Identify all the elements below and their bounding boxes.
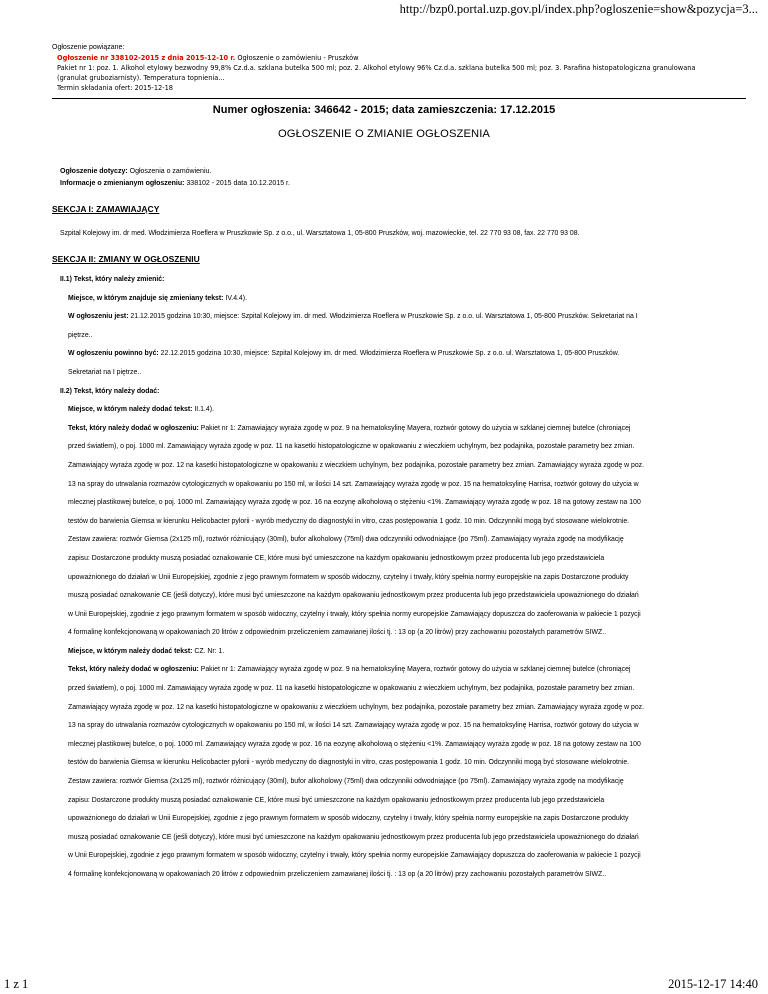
- print-url: http://bzp0.portal.uzp.gov.pl/index.php?ogloszenie=show&pozycja=3...: [399, 2, 758, 16]
- text-to-add-heading: II.2) Tekst, który należy dodać:: [60, 387, 160, 395]
- added-text-line: Zamawiający wyraża zgodę w poz. 12 na kasetki histopatologiczne w opakowaniu z wieczkiem uchylnym, bez podajnika, pozostałe parametry bez zmian. Zamawiający wyraża zgodę w poz.: [68, 461, 645, 469]
- related-notice: [52, 43, 742, 93]
- new-text-line-2: Sekretariat na I piętrze..: [68, 368, 142, 376]
- changed-notice-info: [60, 180, 290, 187]
- related-deadline: Termin składania ofert: 2015-12-18: [57, 84, 173, 92]
- concerns-label: Ogłoszenie dotyczy:: [60, 168, 128, 175]
- related-notice-link[interactable]: Ogłoszenie nr 338102-2015 z dnia 2015-12-10 r.: [57, 54, 236, 62]
- added-text-line: mlecznej plastikowej butelce, o poj. 1000 ml. Zamawiający wyraża zgodę w poz. 16 na eozynę alkoholową o stężeniu <1%. Zamawiający wyraża zgodę w poz. 18 na gotowy zestaw na 100: [68, 499, 641, 507]
- divider: [52, 98, 746, 99]
- added-text-line: testów do barwienia Giemsa w kierunku Helicobacter pylorii - wyrób medyczny do diagnostyki in vitro, czas postępowania 1 godz. 10 min. Odczynniki mogą być stosowane wielokrotnie.: [68, 517, 630, 525]
- changes-body: [60, 271, 744, 885]
- added-text-line: upoważnionego do działań w Unii Europejskiej, zgodnie z jego prawnym formatem w sposób widoczny, czytelny i trwały, który spełnia normy europejskie na zapis Dostarczone produkty: [68, 573, 629, 581]
- added-text-line: zapisu: Dostarczone produkty muszą posiadać oznakowanie CE, które musi być umieszczone na każdym opakowaniu jednostkowym przez producenta lub jego przedstawiciela: [68, 554, 605, 562]
- new-text-line: W ogłoszeniu powinno być: 22.12.2015 godzina 10:30, miejsce: Szpital Kolejowy im. dr med. Włodzimierza Roeflera w Pruszkowie Sp. z o.o. ul. Warsztatowa 1, 05-800 Pruszków.: [68, 350, 620, 358]
- added-text-line: 4 formalinę konfekcjonowaną w opakowaniach 20 litrów z odpowiednim przeliczeniem zamawianej ilości tj. : 13 op (a 20 litrów) przy zachowaniu pozostałych parametrów SIWZ..: [68, 871, 607, 878]
- added-text-line: w Unii Europejskiej, zgodnie z jego prawnym formatem w sposób widoczny, czytelny i trwały, który spełnia normy europejskie Zamawiający dopuszcza do zaoferowania w pakiecie 1 pozycji: [68, 610, 641, 618]
- current-text-line: W ogłoszeniu jest: 21.12.2015 godzina 10:30, miejsce: Szpital Kolejowy im. dr med. Włodzimierza Roeflera w Pruszkowie Sp. z o.o. ul. Warsztatowa 1, 05-800 Pruszków. Sekretariat na I: [68, 313, 638, 321]
- related-heading: Ogłoszenie powiązane:: [52, 44, 125, 51]
- section-2-header: SEKCJA II: ZMIANY W OGŁOSZENIU: [52, 254, 200, 264]
- added-text-line: zapisu: Dostarczone produkty muszą posiadać oznakowanie CE, które musi być umieszczone na każdym opakowaniu jednostkowym przez producenta lub jego przedstawiciela: [68, 796, 605, 804]
- added-text-first-line: Tekst, który należy dodać w ogłoszeniu: Pakiet nr 1: Zamawiający wyraża zgodę w poz. 9 na hematoksylinę Mayera, roztwór gotowy do użycia w szklanej ciemnej butelce (chroniącej: [68, 424, 631, 432]
- related-desc-line-1: Pakiet nr 1: poz. 1. Alkohol etylowy bezwodny 99,8% Cz.d.a. szklana butelka 500 ml; poz. 2. Alkohol etylowy 96% Cz.d.a. szklana butelka 500 ml; poz. 3. Parafina histopatologiczna granulowana: [57, 64, 696, 72]
- added-text-line: muszą posiadać oznakowanie CE (jeśli dotyczy), które musi być umieszczone na każdym opakowaniu jednostkowym przez producenta lub jego przedstawiciela upoważnionego do działań: [68, 833, 639, 841]
- added-text-line: przed światłem), o poj. 1000 ml. Zamawiający wyraża zgodę w poz. 11 na kasetki histopatologiczne w opakowaniu z wieczkiem uchylnym, bez podajnika, pozostałe parametry bez zmian.: [68, 685, 635, 693]
- added-text-line: 13 na spray do utrwalania rozmazów cytologicznych w opakowaniu po 150 ml, w ilości 14 szt. Zamawiający wyraża zgodę w poz. 15 na hematoksylinę Harrisa, roztwór gotowy do użycia w: [68, 722, 639, 730]
- added-text-line: Zestaw zawiera: roztwór Giemsa (2x125 ml), roztwór różnicujący (30ml), bufor alkoholowy (75ml) dwa odczynniki odwodniające (po 75ml). Zamawiający wyraża zgodę na modyfikację: [68, 778, 624, 786]
- current-text-line-2: piętrze..: [68, 331, 93, 339]
- added-text-2-first-line: Tekst, który należy dodać w ogłoszeniu: Pakiet nr 1: Zamawiający wyraża zgodę w poz. 9 na hematoksylinę Mayera, roztwór gotowy do użycia w szklanej ciemnej butelce (chroniącej: [68, 666, 631, 674]
- concerns-line: [60, 168, 211, 175]
- added-text-line: upoważnionego do działań w Unii Europejskiej, zgodnie z jego prawnym formatem w sposób widoczny, czytelny i trwały, który spełnia normy europejskie na zapis Dostarczone produkty: [68, 815, 629, 823]
- added-text-line: testów do barwienia Giemsa w kierunku Helicobacter pylorii - wyrób medyczny do diagnostyki in vitro, czas postępowania 1 godz. 10 min. Odczynniki mogą być stosowane wielokrotnie.: [68, 759, 630, 767]
- added-text-line: Zestaw zawiera: roztwór Giemsa (2x125 ml), roztwór różnicujący (30ml), bufor alkoholowy (75ml) dwa odczynniki odwodniające (po 75ml). Zamawiający wyraża zgodę na modyfikację: [68, 536, 624, 544]
- section-1-header: SEKCJA I: ZAMAWIAJĄCY: [52, 204, 160, 214]
- added-text-line: przed światłem), o poj. 1000 ml. Zamawiający wyraża zgodę w poz. 11 na kasetki histopatologiczne w opakowaniu z wieczkiem uchylnym, bez podajnika, pozostałe parametry bez zmian.: [68, 443, 635, 451]
- related-link-suffix: Ogłoszenie o zamówieniu - Pruszków: [235, 54, 359, 62]
- added-text-line: mlecznej plastikowej butelce, o poj. 1000 ml. Zamawiający wyraża zgodę w poz. 16 na eozynę alkoholową o stężeniu <1%. Zamawiający wyraża zgodę w poz. 18 na gotowy zestaw na 100: [68, 740, 641, 748]
- print-datetime: 2015-12-17 14:40: [668, 977, 758, 991]
- page-counter: 1 z 1: [4, 977, 29, 991]
- added-text-line: w Unii Europejskiej, zgodnie z jego prawnym formatem w sposób widoczny, czytelny i trwały, który spełnia normy europejskie Zamawiający dopuszcza do zaoferowania w pakiecie 1 pozycji: [68, 852, 641, 860]
- added-text-line: 13 na spray do utrwalania rozmazów cytologicznych w opakowaniu po 150 ml, w ilości 14 szt. Zamawiający wyraża zgodę w poz. 15 na hematoksylinę Harrisa, roztwór gotowy do użycia w: [68, 480, 639, 488]
- concerns-value: Ogłoszenia o zamówieniu.: [127, 168, 212, 175]
- changed-info-label: Informacje o zmienianym ogłoszeniu:: [60, 180, 185, 187]
- add-location-line: Miejsce, w którym należy dodać tekst: II.1.4).: [68, 406, 214, 414]
- ad-title: OGŁOSZENIE O ZMIANIE OGŁOSZENIA: [278, 128, 490, 140]
- changed-info-value: 338102 - 2015 data 10.12.2015 r.: [184, 180, 290, 187]
- related-item: [52, 53, 742, 93]
- text-to-change-heading: II.1) Tekst, który należy zmienić:: [60, 276, 165, 283]
- added-text-line: Zamawiający wyraża zgodę w poz. 12 na kasetki histopatologiczne w opakowaniu z wieczkiem uchylnym, bez podajnika, pozostałe parametry bez zmian. Zamawiający wyraża zgodę w poz.: [68, 703, 645, 711]
- related-desc-line-2: (granulat gruboziarnisty). Temperatura topnienia...: [57, 74, 225, 82]
- section-1-text: Szpital Kolejowy im. dr med. Włodzimierza Roeflera w Pruszkowie Sp. z o.o., ul. Warsztatowa 1, 05-800 Pruszków, woj. mazowieckie, tel. 22 770 93 08, fax. 22 770 93 08.: [60, 230, 580, 237]
- ad-number: Numer ogłoszenia: 346642 - 2015; data zamieszczenia: 17.12.2015: [212, 104, 556, 116]
- add-location-line-2: Miejsce, w którym należy dodać tekst: CZ. Nr: 1.: [68, 647, 225, 655]
- added-text-line: 4 formalinę konfekcjonowaną w opakowaniach 20 litrów z odpowiednim przeliczeniem zamawianej ilości tj. : 13 op (a 20 litrów) przy zachowaniu pozostałych parametrów SIWZ..: [68, 629, 607, 637]
- added-text-line: muszą posiadać oznakowanie CE (jeśli dotyczy), które musi być umieszczone na każdym opakowaniu jednostkowym przez producenta lub jego przedstawiciela upoważnionego do działań: [68, 592, 639, 600]
- change-location-line: Miejsce, w którym znajduje się zmieniany tekst: IV.4.4).: [68, 294, 247, 302]
